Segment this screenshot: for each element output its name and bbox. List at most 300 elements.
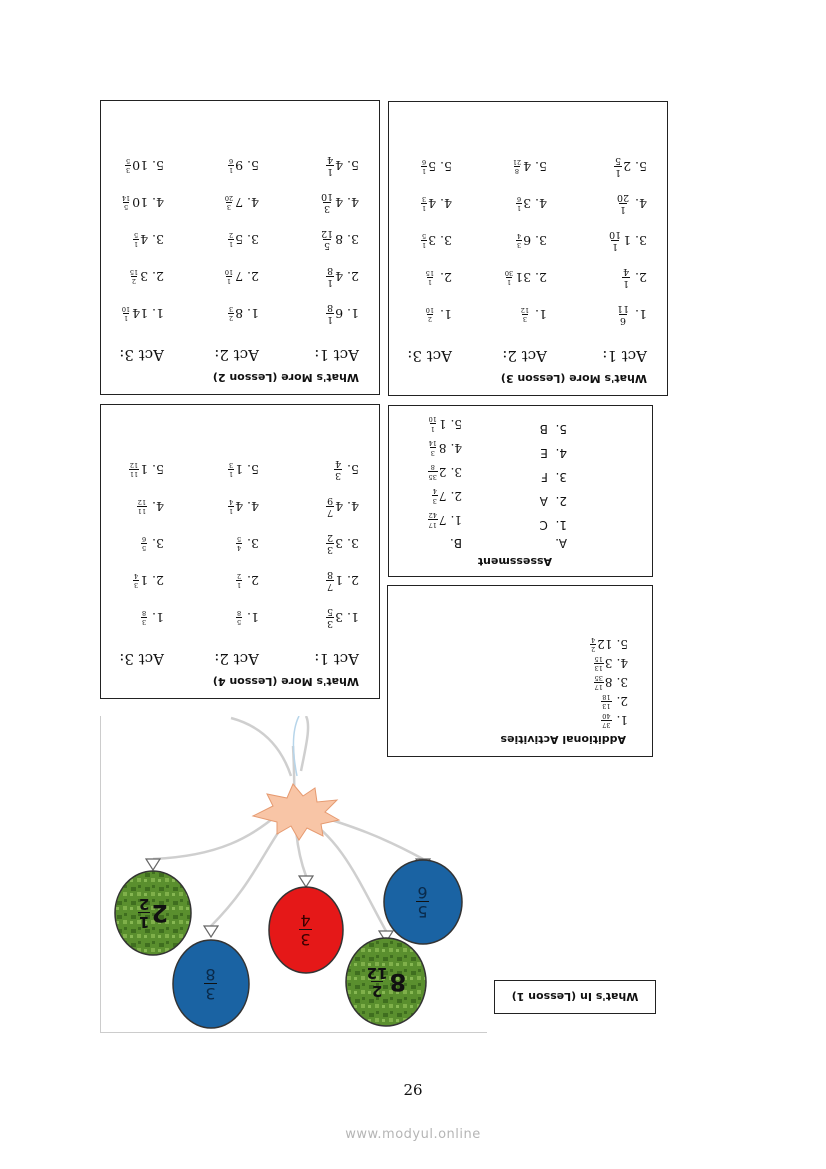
item-label: 1. xyxy=(247,610,259,625)
item-whole: 1 xyxy=(140,573,149,588)
answer-item: 1. C xyxy=(539,518,567,532)
fraction xyxy=(428,416,438,432)
denominator: 10 xyxy=(425,306,435,314)
numerator: 6 xyxy=(620,315,627,327)
item-whole: 10 xyxy=(132,195,149,210)
numerator: 3 xyxy=(126,166,131,175)
denominator: 10 xyxy=(321,191,334,202)
denominator: 3 xyxy=(228,305,234,313)
item-whole: 4 xyxy=(335,158,344,173)
numerator: 13 xyxy=(602,702,611,711)
item-label: 4. xyxy=(635,196,647,211)
item-label: 1. xyxy=(535,307,547,322)
lesson2-act-3 xyxy=(119,147,164,364)
fraction xyxy=(141,536,147,552)
balloon-label-4: 8 2 12 xyxy=(366,964,407,1001)
answer-item xyxy=(502,259,547,296)
numerator: 1 xyxy=(620,204,627,216)
numerator: 3 xyxy=(335,470,342,482)
footer-watermark: www.modyul.online xyxy=(345,1127,481,1142)
item-label: 5. xyxy=(635,159,647,174)
fraction xyxy=(133,573,139,589)
item-whole: 6 xyxy=(523,233,532,248)
item-label: 5. xyxy=(535,159,547,174)
item-whole: 4 xyxy=(140,232,149,247)
denominator: 15 xyxy=(129,268,139,276)
balloons-svg xyxy=(101,716,487,1032)
lesson3-act-3 xyxy=(407,148,452,365)
numerator: 1 xyxy=(228,470,234,479)
denominator: 40 xyxy=(602,712,611,720)
item-label: 3. xyxy=(347,536,359,551)
lesson4-box xyxy=(100,404,380,699)
item-label: 2. xyxy=(535,270,547,285)
denominator: 4 xyxy=(228,498,234,506)
fraction xyxy=(594,675,604,691)
fraction xyxy=(129,462,139,478)
item-label: 3. xyxy=(247,536,259,551)
item-whole: 1 xyxy=(235,462,244,477)
item-label: 2. xyxy=(347,573,359,588)
numerator: 3 xyxy=(133,581,139,590)
numerator: 11 xyxy=(129,470,139,479)
item-label: 2. xyxy=(616,694,628,709)
numerator: 35 xyxy=(428,473,437,481)
numerator: 1 xyxy=(421,204,427,213)
item-label: 5. xyxy=(440,159,452,174)
item-whole: 4 xyxy=(235,499,244,514)
item-label: 1. xyxy=(152,610,164,625)
answer-item: 4. E xyxy=(540,446,567,460)
fraction xyxy=(614,156,622,178)
assessment-b-label: B. xyxy=(449,536,462,550)
fraction xyxy=(326,303,334,325)
numerator: 1 xyxy=(226,277,232,286)
denominator: 2 xyxy=(236,572,242,580)
fraction xyxy=(228,158,234,174)
item-whole: 7 xyxy=(235,195,244,210)
fraction xyxy=(428,440,438,456)
item-whole: 5 xyxy=(235,232,244,247)
answer-item xyxy=(314,147,359,184)
numerator: 1 xyxy=(123,314,129,323)
item-label: 3. xyxy=(440,233,452,248)
denominator: 4 xyxy=(591,636,596,644)
denominator: 8 xyxy=(236,609,242,617)
numerator: 1 xyxy=(516,204,522,213)
numerator: 4 xyxy=(236,544,242,553)
answer-item xyxy=(214,295,259,332)
denominator: 42 xyxy=(428,511,437,520)
answer-item xyxy=(214,488,259,525)
item-whole: 4 xyxy=(523,159,532,174)
answer-item xyxy=(407,148,452,185)
item-label: 2. xyxy=(247,573,259,588)
additional-activities-box xyxy=(387,585,653,757)
answer-item xyxy=(502,185,547,222)
lesson2-act-2 xyxy=(214,147,259,364)
fraction xyxy=(428,512,438,528)
numerator: 2 xyxy=(228,314,234,323)
lesson2-act-1 xyxy=(314,147,359,364)
answer-item xyxy=(407,222,452,259)
denominator: 5 xyxy=(126,157,131,165)
answer-item xyxy=(119,147,164,184)
answer-item xyxy=(602,296,647,333)
item-label: 2. xyxy=(152,269,164,284)
item-label: 4. xyxy=(247,195,259,210)
fraction xyxy=(133,232,139,248)
item-whole: 6 xyxy=(335,306,344,321)
denominator: 5 xyxy=(421,232,427,240)
item-label: 3. xyxy=(450,465,462,479)
numerator: 1 xyxy=(421,241,427,250)
assessment-box xyxy=(388,405,653,577)
lesson4-act-1 xyxy=(314,451,359,668)
lesson4-act-2 xyxy=(214,451,259,668)
lesson4-title: What's More (Lesson 4) xyxy=(212,675,359,688)
numerator: 2 xyxy=(591,645,596,654)
item-label: 3. xyxy=(616,675,628,690)
denominator: 8 xyxy=(141,609,147,617)
item-whole: 31 xyxy=(515,270,532,285)
balloon-label-2: 3 8 xyxy=(205,965,216,1004)
denominator: 14 xyxy=(428,439,437,448)
item-label: 4. xyxy=(152,499,164,514)
answer-item xyxy=(214,562,259,599)
numerator: 5 xyxy=(236,618,242,627)
fraction xyxy=(228,462,234,478)
denominator: 4 xyxy=(516,232,522,240)
numerator: 3 xyxy=(430,449,435,457)
item-whole: 8 xyxy=(335,232,344,247)
denominator: 5 xyxy=(615,155,622,166)
answer-item xyxy=(428,436,462,460)
denominator: 4 xyxy=(327,154,334,165)
numerator: 17 xyxy=(594,683,603,692)
item-label: 2. xyxy=(440,270,452,285)
item-label: 3. xyxy=(247,232,259,247)
item-whole: 3 xyxy=(140,269,149,284)
answer-item: 5. B xyxy=(539,422,567,436)
answer-item xyxy=(590,673,628,692)
lesson3-title: What's More (Lesson 3) xyxy=(500,372,647,385)
numerator: 1 xyxy=(327,314,334,326)
numerator: 2 xyxy=(131,277,137,286)
act-label: Act 1: xyxy=(314,650,359,668)
item-whole: 8 xyxy=(235,306,244,321)
fraction xyxy=(326,155,334,177)
item-label: 5. xyxy=(152,462,164,477)
answer-item xyxy=(119,295,164,332)
answer-item xyxy=(314,258,359,295)
answer-item xyxy=(314,599,359,636)
item-label: 2. xyxy=(450,489,462,503)
numerator: 1 xyxy=(228,166,234,175)
fraction xyxy=(425,270,435,286)
fraction xyxy=(236,610,242,626)
item-whole: 2 xyxy=(623,159,632,174)
denominator: 14 xyxy=(121,194,131,202)
item-whole: 4 xyxy=(335,195,344,210)
star-knot xyxy=(253,784,339,840)
item-whole: 3 xyxy=(335,610,344,625)
item-whole: 7 xyxy=(235,269,244,284)
item-label: 1. xyxy=(247,306,259,321)
item-whole: 8 xyxy=(438,441,447,455)
denominator: 15 xyxy=(594,655,603,663)
denominator: 2 xyxy=(327,532,334,543)
answer-item xyxy=(314,451,359,488)
denominator: 12 xyxy=(129,461,139,469)
item-label: 4. xyxy=(152,195,164,210)
whats-in-illustration xyxy=(100,716,487,1033)
answer-item xyxy=(314,488,359,525)
whats-in-title-box xyxy=(494,980,656,1014)
answer-item xyxy=(314,562,359,599)
answer-item xyxy=(428,460,462,484)
fraction xyxy=(236,536,242,552)
denominator: 10 xyxy=(609,229,622,240)
numerator: 7 xyxy=(327,507,334,519)
fraction xyxy=(125,158,131,174)
item-whole: 1 xyxy=(438,417,447,431)
numerator: 3 xyxy=(432,497,437,505)
numerator: 2 xyxy=(427,315,432,324)
fraction xyxy=(425,307,435,323)
numerator: 1 xyxy=(615,167,622,179)
item-label: 3. xyxy=(152,232,164,247)
fraction xyxy=(326,607,334,629)
item-whole: 3 xyxy=(604,656,613,671)
answer-item xyxy=(407,259,452,296)
item-whole: 3 xyxy=(523,196,532,211)
denominator: 20 xyxy=(616,192,630,203)
fraction xyxy=(326,533,334,555)
fraction xyxy=(334,459,342,481)
denominator: 10 xyxy=(121,305,131,313)
answer-item xyxy=(590,635,628,654)
fraction xyxy=(228,232,234,248)
denominator: 8 xyxy=(327,302,334,313)
balloon-label-5: 5 6 xyxy=(417,883,428,922)
fraction xyxy=(326,266,334,288)
denominator: 3 xyxy=(421,195,427,203)
numerator: 13 xyxy=(594,664,603,673)
numerator: 37 xyxy=(602,721,611,730)
answer-item xyxy=(502,296,547,333)
answer-item xyxy=(428,484,462,508)
fraction xyxy=(421,196,427,212)
item-label: 2. xyxy=(247,269,259,284)
item-whole: 3 xyxy=(335,536,344,551)
item-label: 1. xyxy=(347,610,359,625)
answer-item xyxy=(314,295,359,332)
fraction xyxy=(320,229,334,251)
answer-item xyxy=(314,221,359,258)
fraction xyxy=(224,269,234,285)
item-label: 1. xyxy=(440,307,452,322)
answer-item xyxy=(119,258,164,295)
fraction xyxy=(129,269,139,285)
fraction xyxy=(228,499,234,515)
fraction xyxy=(326,570,334,592)
additional-list xyxy=(590,635,628,730)
item-label: 4. xyxy=(450,441,462,455)
fraction xyxy=(421,159,427,175)
numerator: 1 xyxy=(623,278,630,290)
act-label: Act 3: xyxy=(407,347,452,365)
numerator: 1 xyxy=(327,277,334,289)
fraction xyxy=(590,637,596,653)
numerator: 11 xyxy=(137,507,147,516)
numerator: 1 xyxy=(236,581,242,590)
answer-item xyxy=(214,525,259,562)
item-label: 1. xyxy=(450,513,462,527)
lesson3-act-1 xyxy=(602,148,647,365)
denominator: 12 xyxy=(137,498,147,506)
denominator: 30 xyxy=(504,269,514,277)
answer-item xyxy=(590,654,628,673)
additional-activities-title: Additional Activities xyxy=(500,733,626,746)
answer-item xyxy=(119,525,164,562)
answer-item xyxy=(214,147,259,184)
fraction xyxy=(504,270,514,286)
item-whole: 9 xyxy=(235,158,244,173)
fraction xyxy=(428,464,438,480)
item-label: 3. xyxy=(347,232,359,247)
item-whole: 3 xyxy=(428,233,437,248)
denominator: 4 xyxy=(432,487,437,496)
numerator: 1 xyxy=(506,278,512,287)
lesson3-box xyxy=(388,101,668,396)
item-label: 2. xyxy=(152,573,164,588)
numerator: 8 xyxy=(514,167,520,176)
assessment-title: Assessment xyxy=(477,555,552,568)
numerator: 1 xyxy=(133,240,139,249)
numerator: 3 xyxy=(522,315,527,324)
item-label: 1. xyxy=(347,306,359,321)
fraction xyxy=(516,196,522,212)
item-whole: 1 xyxy=(335,573,344,588)
answer-item xyxy=(214,451,259,488)
denominator: 6 xyxy=(141,535,147,543)
numerator: 3 xyxy=(327,618,334,630)
numerator: 5 xyxy=(324,240,331,252)
answer-item xyxy=(428,508,462,532)
fraction xyxy=(224,195,234,211)
denominator: 21 xyxy=(512,158,522,166)
fraction xyxy=(616,193,630,215)
answer-item xyxy=(407,185,452,222)
fraction xyxy=(326,496,334,518)
denominator: 12 xyxy=(520,306,530,314)
answer-item xyxy=(214,258,259,295)
fraction xyxy=(594,656,604,672)
answer-item xyxy=(314,184,359,221)
act-label: Act 1: xyxy=(314,346,359,364)
item-label: 3. xyxy=(152,536,164,551)
answer-item xyxy=(502,148,547,185)
act-label: Act 2: xyxy=(502,347,547,365)
numerator: 3 xyxy=(516,241,522,250)
numerator: 5 xyxy=(141,544,147,553)
answer-item xyxy=(602,259,647,296)
assessment-a-col xyxy=(540,412,567,550)
balloon-label-1: 2 1 2 xyxy=(138,895,169,932)
denominator: 2 xyxy=(228,231,234,239)
denominator: 4 xyxy=(133,572,139,580)
denominator: 15 xyxy=(425,269,435,277)
numerator: 7 xyxy=(327,581,334,593)
act-label: Act 2: xyxy=(214,346,259,364)
item-whole: 4 xyxy=(335,269,344,284)
item-label: 4. xyxy=(247,499,259,514)
item-label: 5. xyxy=(616,637,628,652)
item-whole: 12 xyxy=(597,637,613,652)
answer-item xyxy=(119,184,164,221)
denominator: 18 xyxy=(602,693,611,701)
item-label: 2. xyxy=(347,269,359,284)
answer-item xyxy=(214,221,259,258)
item-label: 4. xyxy=(616,656,628,671)
answer-item xyxy=(602,185,647,222)
numerator: 1 xyxy=(228,507,234,516)
item-label: 1. xyxy=(635,307,647,322)
numerator: 1 xyxy=(612,241,619,253)
fraction xyxy=(516,233,522,249)
item-label: 5. xyxy=(347,158,359,173)
denominator: 35 xyxy=(594,674,603,682)
assessment-b-col xyxy=(428,412,462,550)
answer-item xyxy=(214,599,259,636)
answer-item xyxy=(428,412,462,436)
fraction xyxy=(432,488,438,504)
denominator: 5 xyxy=(133,231,139,239)
item-label: 5. xyxy=(450,417,462,431)
lesson3-act-2 xyxy=(502,148,547,365)
page-number: 26 xyxy=(403,1081,423,1099)
item-label: 4. xyxy=(347,195,359,210)
fraction xyxy=(622,267,630,289)
item-whole: 4 xyxy=(335,499,344,514)
act-label: Act 3: xyxy=(119,346,164,364)
denominator: 6 xyxy=(228,157,234,165)
answer-item xyxy=(314,525,359,562)
answer-item: 2. A xyxy=(539,494,567,508)
item-label: 5. xyxy=(347,462,359,477)
fraction xyxy=(320,192,334,214)
item-whole: 7 xyxy=(438,513,447,527)
item-label: 1. xyxy=(152,306,164,321)
fraction xyxy=(520,307,530,323)
lesson4-act-3 xyxy=(119,451,164,668)
whats-in-title: What's In (Lesson 1) xyxy=(511,990,639,1004)
item-whole: 7 xyxy=(438,489,447,503)
numerator: 1 xyxy=(421,167,427,176)
act-label: Act 2: xyxy=(214,650,259,668)
item-label: 4. xyxy=(440,196,452,211)
item-whole: 8 xyxy=(604,675,613,690)
fraction xyxy=(121,306,131,322)
item-whole: 1 xyxy=(140,462,149,477)
denominator: 8 xyxy=(327,569,334,580)
answer-item xyxy=(590,692,628,711)
fraction xyxy=(236,573,242,589)
balloon-label-3: 3 4 xyxy=(300,911,311,950)
answer-item xyxy=(407,296,452,333)
answer-item: 3. F xyxy=(541,470,567,484)
